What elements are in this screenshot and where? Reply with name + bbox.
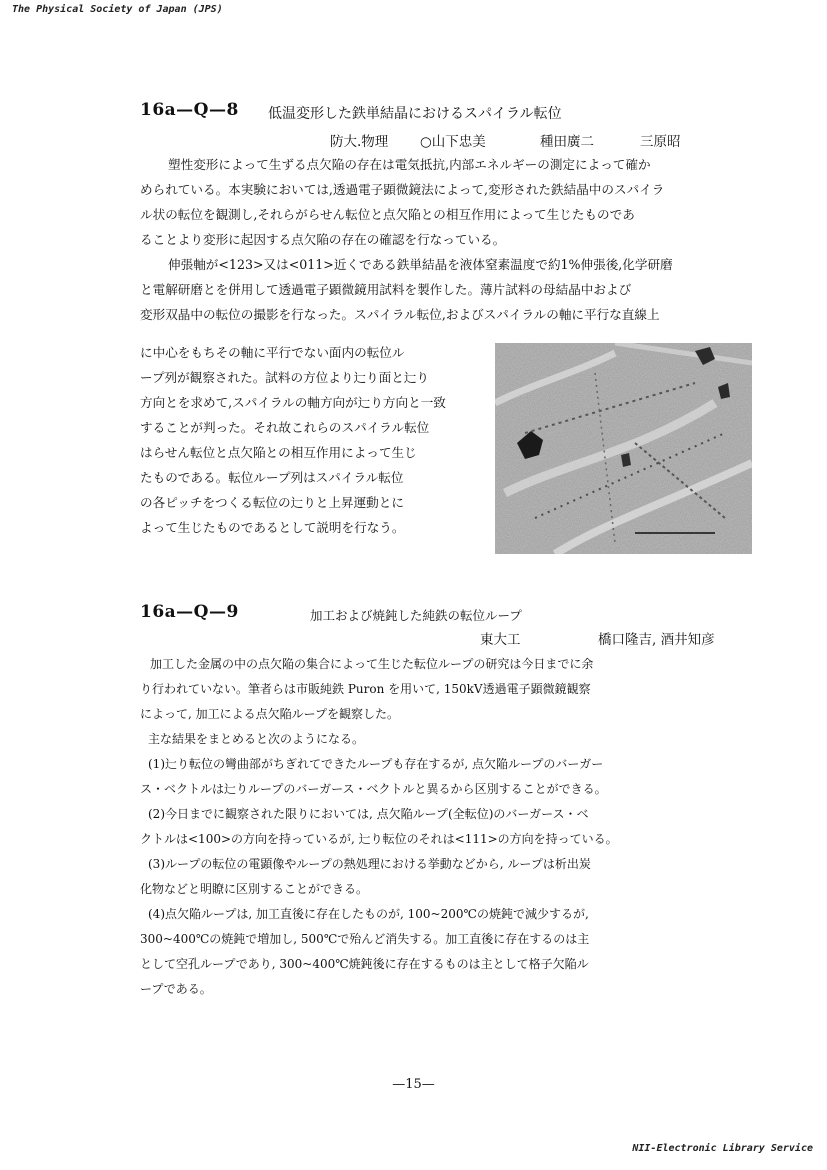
body-line: (3)ループの転位の電顕像やループの熱処理における挙動などから, ループは析出炭 (148, 857, 591, 871)
body-line: められている。本実験においては,透過電子顕微鏡法によって,変形された鉄結晶中のスパイラ (140, 182, 665, 197)
body-line: 主な結果をまとめると次のようになる。 (148, 732, 365, 746)
body-line: 方向とを求めて,スパイラルの軸方向が辷り方向と一致 (140, 395, 446, 410)
abstract-id-1: 16a—Q—8 (140, 100, 239, 120)
abstract-id-2: 16a—Q—9 (140, 602, 239, 622)
abstract-title-2: 加工および焼鈍した純鉄の転位ループ (310, 608, 522, 623)
body-line: ープ列が観察された。試料の方位より辷り面と辷り (140, 370, 430, 385)
body-line: ス・ベクトルは辷りループのバーガース・ベクトルと異るから区別することができる。 (140, 782, 607, 796)
body-line: 伸張軸が<123>又は<011>近くである鉄単結晶を液体窒素温度で約1%伸張後,化学研磨 (168, 257, 673, 272)
body-line: クトルは<100>の方向を持っているが, 辷り転位のそれは<111>の方向を持っている。 (140, 832, 618, 846)
body-line: ープである。 (140, 982, 212, 996)
body-line: 加工した金属の中の点欠陥の集合によって生じた転位ループの研究は今日までに余 (150, 657, 594, 671)
body-line: り行われていない。筆者らは市販純鉄 Puron を用いて, 150kV透過電子顕微鏡観察 (140, 682, 591, 696)
author-1c: 三原昭 (640, 134, 681, 150)
journal-header: The Physical Society of Japan (JPS) (12, 4, 223, 15)
body-line: ることより変形に起因する点欠陥の存在の確認を行なっている。 (140, 232, 506, 247)
body-line: と電解研磨とを併用して透過電子顕微鏡用試料を製作した。薄片試料の母結晶中および (140, 282, 632, 297)
body-line: の各ピッチをつくる転位の辷りと上昇運動とに (140, 495, 404, 510)
body-line: によって, 加工による点欠陥ループを観察した。 (140, 707, 400, 721)
body-line: よって生じたものであるとして説明を行なう。 (140, 520, 405, 535)
author-1a: ○山下忠美 (420, 134, 486, 150)
abstract-title-1: 低温変形した鉄単結晶におけるスパイラル転位 (268, 106, 562, 122)
electron-micrograph (495, 343, 752, 554)
affiliation-1: 防大.物理 (330, 134, 389, 150)
body-line: (4)点欠陥ループは, 加工直後に存在したものが, 100~200℃の焼鈍で減少するが, (148, 907, 589, 921)
body-line: に中心をもちその軸に平行でない面内の転位ル (140, 345, 405, 360)
body-line: はらせん転位と点欠陥との相互作用によって生じ (140, 445, 417, 460)
body-line: (1)辷り転位の彎曲部がちぎれてできたループも存在するが, 点欠陥ループのバーガー (148, 757, 604, 771)
body-line: (2)今日までに観察された限りにおいては, 点欠陥ループ(全転位)のバーガース・ベ (148, 807, 589, 821)
abstract-body-1-wrap (140, 340, 490, 540)
affiliation-2: 東大工 (480, 632, 521, 648)
library-footer: NII-Electronic Library Service (632, 1143, 813, 1154)
abstract-body-1 (140, 152, 752, 327)
body-line: たものである。転位ループ列はスパイラル転位 (140, 470, 404, 485)
page-number: —15— (392, 1077, 435, 1092)
body-line: として空孔ループであり, 300~400℃焼鈍後に存在するものは主として格子欠陥ル (140, 957, 589, 971)
micrograph-image (495, 343, 752, 554)
authors-2: 橋口隆吉, 酒井知彦 (598, 632, 715, 648)
body-line: することが判った。それ故これらのスパイラル転位 (140, 420, 430, 435)
body-line: 塑性変形によって生ずる点欠陥の存在は電気抵抗,内部エネルギーの測定によって確か (168, 157, 651, 172)
body-line: 化物などと明瞭に区別することができる。 (140, 882, 369, 896)
author-1b: 種田廣二 (540, 134, 594, 150)
body-line: 300~400℃の焼鈍で増加し, 500℃で殆んど消失する。加工直後に存在するのは主 (140, 932, 590, 946)
body-line: 変形双晶中の転位の撮影を行なった。スパイラル転位,およびスパイラルの軸に平行な直線上 (140, 307, 660, 322)
body-line: ル状の転位を観測し,それらがらせん転位と点欠陥との相互作用によって生じたものであ (140, 207, 635, 222)
abstract-body-2 (140, 652, 752, 1002)
